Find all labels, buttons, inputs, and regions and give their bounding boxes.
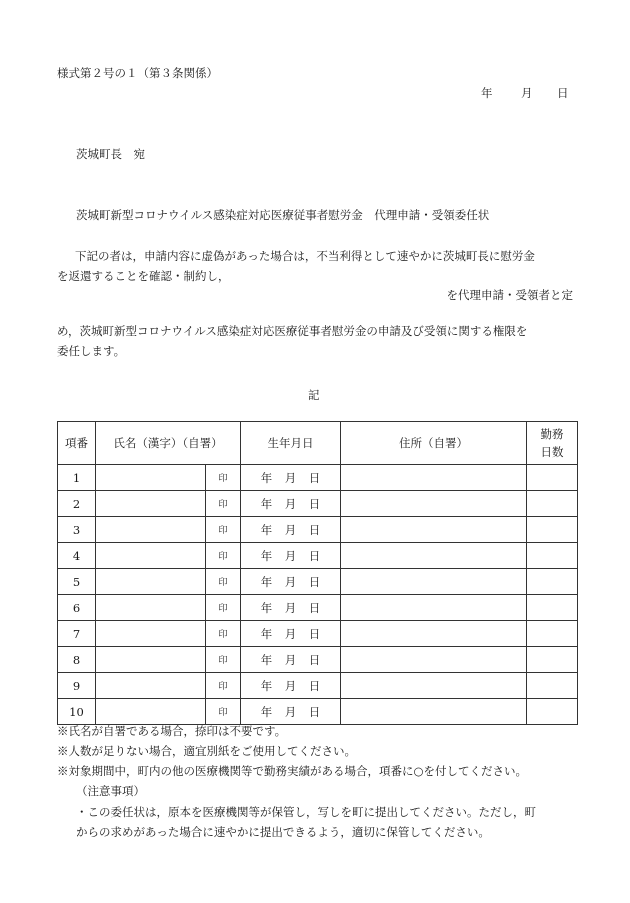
dob-field[interactable] <box>241 465 341 491</box>
address-field[interactable] <box>341 621 527 647</box>
row-number: 3 <box>58 517 96 543</box>
date-month-label: 月 <box>521 86 533 100</box>
work-days-field[interactable] <box>527 621 578 647</box>
table-row <box>58 569 578 595</box>
table-row <box>58 465 578 491</box>
address-field[interactable] <box>341 673 527 699</box>
dob-day-label: 日 <box>308 626 321 641</box>
dob-day-label: 日 <box>308 678 321 693</box>
dob-month-label: 月 <box>284 548 297 563</box>
row-number: 10 <box>58 699 96 725</box>
table-row <box>58 647 578 673</box>
row-number: 4 <box>58 543 96 569</box>
row-number: 5 <box>58 569 96 595</box>
dob-field[interactable] <box>241 569 341 595</box>
header-no: 項番 <box>58 422 96 465</box>
form-id: 様式第２号の１（第３条関係） <box>57 66 218 80</box>
dob-year-label: 年 <box>260 522 273 537</box>
work-days-field[interactable] <box>527 699 578 725</box>
work-days-field[interactable] <box>527 543 578 569</box>
address-field[interactable] <box>341 699 527 725</box>
dob-month-label: 月 <box>284 574 297 589</box>
table-header-row <box>58 422 578 465</box>
work-days-field[interactable] <box>527 673 578 699</box>
dob-year-label: 年 <box>260 548 273 563</box>
dob-field[interactable] <box>241 543 341 569</box>
name-field[interactable] <box>96 621 206 647</box>
name-field[interactable] <box>96 595 206 621</box>
seal-mark: 印 <box>206 517 241 543</box>
work-days-field[interactable] <box>527 569 578 595</box>
address-field[interactable] <box>341 595 527 621</box>
row-number: 9 <box>58 673 96 699</box>
address-field[interactable] <box>341 465 527 491</box>
name-field[interactable] <box>96 569 206 595</box>
header-work-days <box>527 422 578 465</box>
seal-mark: 印 <box>206 673 241 699</box>
address-field[interactable] <box>341 517 527 543</box>
dob-day-label: 日 <box>308 600 321 615</box>
body-line-3: を代理申請・受領者と定 <box>446 288 573 302</box>
document-title: 茨城町新型コロナウイルス感染症対応医療従事者慰労金 代理申請・受領委任状 <box>76 208 490 222</box>
dob-month-label: 月 <box>284 678 297 693</box>
address-field[interactable] <box>341 569 527 595</box>
dob-field[interactable] <box>241 491 341 517</box>
dob-year-label: 年 <box>260 496 273 511</box>
caution-title: （注意事項） <box>76 784 145 798</box>
ki-heading: 記 <box>308 388 320 402</box>
date-day-label: 日 <box>557 86 569 100</box>
row-number: 8 <box>58 647 96 673</box>
dob-day-label: 日 <box>308 522 321 537</box>
table-row <box>58 491 578 517</box>
name-field[interactable] <box>96 543 206 569</box>
work-days-field[interactable] <box>527 491 578 517</box>
header-address: 住所（自署） <box>341 422 527 465</box>
dob-field[interactable] <box>241 595 341 621</box>
caution-line-1: ・この委任状は，原本を医療機関等が保管し，写しを町に提出してください。ただし，町 <box>76 805 536 819</box>
dob-year-label: 年 <box>260 678 273 693</box>
name-field[interactable] <box>96 699 206 725</box>
table-row <box>58 543 578 569</box>
dob-month-label: 月 <box>284 652 297 667</box>
work-days-field[interactable] <box>527 647 578 673</box>
row-number: 2 <box>58 491 96 517</box>
caution-line-2: からの求めがあった場合に速やかに提出できるよう，適切に保管してください。 <box>76 825 490 839</box>
dob-day-label: 日 <box>308 652 321 667</box>
table-row <box>58 673 578 699</box>
seal-mark: 印 <box>206 699 241 725</box>
dob-year-label: 年 <box>260 574 273 589</box>
addressee: 茨城町長 宛 <box>76 147 145 161</box>
name-field[interactable] <box>96 673 206 699</box>
dob-field[interactable] <box>241 699 341 725</box>
name-field[interactable] <box>96 517 206 543</box>
dob-field[interactable] <box>241 647 341 673</box>
row-number: 1 <box>58 465 96 491</box>
header-work-days-line1: 勤務 <box>540 427 564 441</box>
dob-day-label: 日 <box>308 496 321 511</box>
seal-mark: 印 <box>206 491 241 517</box>
dob-year-label: 年 <box>260 600 273 615</box>
row-number: 7 <box>58 621 96 647</box>
work-days-field[interactable] <box>527 517 578 543</box>
name-field[interactable] <box>96 647 206 673</box>
note-1: ※氏名が自署である場合，捺印は不要です。 <box>57 724 287 738</box>
note-3: ※対象期間中，町内の他の医療機関等で勤務実績がある場合，項番に○を付してください。 <box>57 764 528 778</box>
header-work-days-line2: 日数 <box>540 445 564 459</box>
address-field[interactable] <box>341 491 527 517</box>
name-field[interactable] <box>96 465 206 491</box>
dob-year-label: 年 <box>260 652 273 667</box>
table-row <box>58 517 578 543</box>
work-days-field[interactable] <box>527 595 578 621</box>
seal-mark: 印 <box>206 543 241 569</box>
address-field[interactable] <box>341 543 527 569</box>
dob-day-label: 日 <box>308 548 321 563</box>
seal-mark: 印 <box>206 569 241 595</box>
address-field[interactable] <box>341 647 527 673</box>
row-number: 6 <box>58 595 96 621</box>
dob-day-label: 日 <box>308 574 321 589</box>
seal-mark: 印 <box>206 465 241 491</box>
dob-month-label: 月 <box>284 470 297 485</box>
body-line-4: め，茨城町新型コロナウイルス感染症対応医療従事者慰労金の申請及び受領に関する権限を <box>57 324 528 338</box>
dob-field[interactable] <box>241 673 341 699</box>
date-year-label: 年 <box>481 86 493 100</box>
dob-field[interactable] <box>241 621 341 647</box>
body-line-1: 下記の者は，申請内容に虚偽があった場合は，不当利得として速やかに茨城町長に慰労金 <box>75 249 535 263</box>
seal-mark: 印 <box>206 595 241 621</box>
note-2: ※人数が足りない場合，適宜別紙をご使用してください。 <box>57 744 356 758</box>
table-row <box>58 621 578 647</box>
seal-mark: 印 <box>206 647 241 673</box>
dob-day-label: 日 <box>308 704 321 719</box>
dob-month-label: 月 <box>284 704 297 719</box>
name-field[interactable] <box>96 491 206 517</box>
dob-field[interactable] <box>241 517 341 543</box>
dob-month-label: 月 <box>284 496 297 511</box>
header-name: 氏名（漢字）（自署） <box>96 422 241 465</box>
dob-month-label: 月 <box>284 600 297 615</box>
delegate-table <box>57 421 578 725</box>
dob-month-label: 月 <box>284 626 297 641</box>
header-dob: 生年月日 <box>241 422 341 465</box>
dob-year-label: 年 <box>260 626 273 641</box>
body-line-2: を返還することを確認・制約し， <box>57 269 230 283</box>
table-row <box>58 699 578 725</box>
dob-month-label: 月 <box>284 522 297 537</box>
dob-year-label: 年 <box>260 470 273 485</box>
work-days-field[interactable] <box>527 465 578 491</box>
table-row <box>58 595 578 621</box>
body-line-5: 委任します。 <box>57 344 126 358</box>
dob-year-label: 年 <box>260 704 273 719</box>
dob-day-label: 日 <box>308 470 321 485</box>
seal-mark: 印 <box>206 621 241 647</box>
